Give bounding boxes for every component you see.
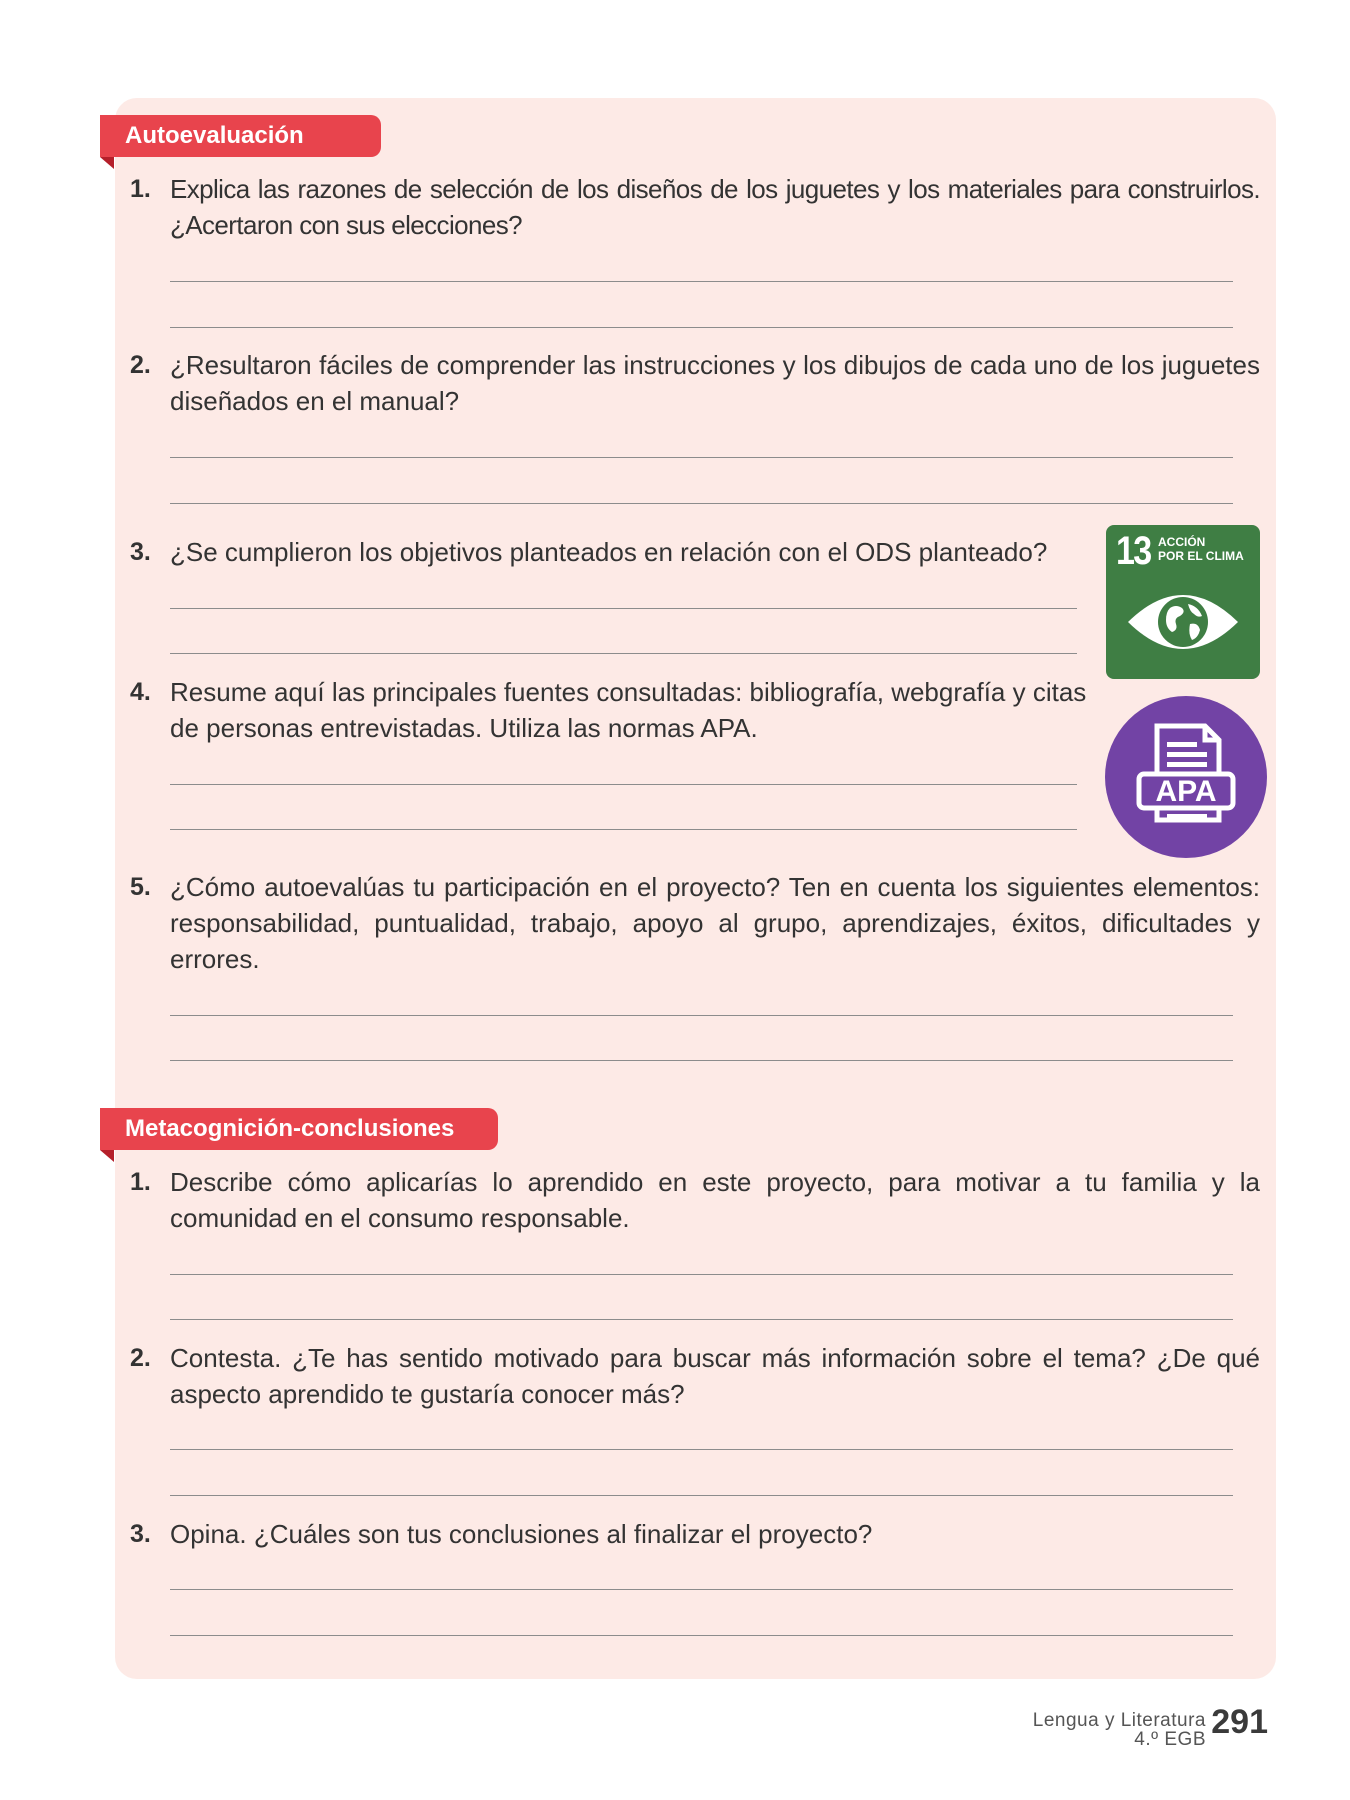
apa-badge xyxy=(1105,696,1267,858)
question-item xyxy=(130,1340,1260,1420)
question-number: 4. xyxy=(130,678,151,706)
question-number: 2. xyxy=(130,351,151,379)
answer-line[interactable] xyxy=(170,1589,1233,1590)
answer-line[interactable] xyxy=(170,281,1233,282)
question-text: Resume aquí las principales fuentes consultadas: bibliografía, webgrafía y citas de personas entrevistadas. Utiliza las normas APA. xyxy=(170,677,1087,743)
question-text: Explica las razones de selección de los diseños de los juguetes y los materiales para construirlos. ¿Acertaron con sus elecciones? xyxy=(170,174,1260,240)
answer-line[interactable] xyxy=(170,1060,1233,1061)
answer-line[interactable] xyxy=(170,1319,1233,1320)
footer-subject: Lengua y Literatura xyxy=(1032,1710,1206,1731)
question-item xyxy=(130,674,1260,754)
answer-line[interactable] xyxy=(170,608,1077,609)
apa-label: APA xyxy=(1155,775,1217,808)
question-text: Describe cómo aplicarías lo aprendido en este proyecto, para motivar a tu familia y la comunidad en el consumo responsable. xyxy=(170,1167,1260,1233)
question-number: 1. xyxy=(130,1168,151,1196)
question-number: 3. xyxy=(130,538,151,566)
question-item xyxy=(130,869,1260,979)
question-text: ¿Resultaron fáciles de comprender las instrucciones y los dibujos de cada uno de los juguetes diseñados en el manual? xyxy=(170,350,1260,416)
answer-line[interactable] xyxy=(170,457,1233,458)
page-number: 291 xyxy=(1211,1703,1268,1741)
question-item xyxy=(130,1164,1260,1244)
answer-line[interactable] xyxy=(170,503,1233,504)
answer-line[interactable] xyxy=(170,327,1233,328)
sdg-number: 13 xyxy=(1116,529,1151,573)
question-item xyxy=(130,1516,1260,1556)
answer-line[interactable] xyxy=(170,829,1077,830)
answer-line[interactable] xyxy=(170,1449,1233,1450)
question-text: ¿Se cumplieron los objetivos planteados en relación con el ODS planteado? xyxy=(170,537,1048,567)
answer-line[interactable] xyxy=(170,1495,1233,1496)
answer-line[interactable] xyxy=(170,653,1077,654)
eye-globe-icon xyxy=(1126,590,1240,654)
question-number: 3. xyxy=(130,1520,151,1548)
question-item xyxy=(130,347,1260,427)
question-number: 1. xyxy=(130,175,151,203)
question-number: 2. xyxy=(130,1344,151,1372)
sdg-title-line1: ACCIÓN xyxy=(1158,535,1206,549)
answer-line[interactable] xyxy=(170,1015,1233,1016)
footer-book-info xyxy=(1033,1711,1206,1749)
sdg-13-badge xyxy=(1106,525,1260,679)
sdg-title-line2: POR EL CLIMA xyxy=(1158,549,1244,563)
question-text: Opina. ¿Cuáles son tus conclusiones al finalizar el proyecto? xyxy=(170,1519,873,1549)
footer-grade: 4.º EGB xyxy=(1134,1729,1206,1750)
answer-line[interactable] xyxy=(170,1635,1233,1636)
question-text: ¿Cómo autoevalúas tu participación en el proyecto? Ten en cuenta los siguientes elementos: responsabilidad, puntualidad, trabajo, apoyo al grupo, aprendizajes, éxitos, dificultades y errores. xyxy=(170,872,1260,974)
question-text: Contesta. ¿Te has sentido motivado para buscar más información sobre el tema? ¿De qué aspecto aprendido te gustaría conocer más? xyxy=(170,1343,1260,1409)
question-item xyxy=(130,171,1260,251)
question-number: 5. xyxy=(130,873,151,901)
answer-line[interactable] xyxy=(170,784,1077,785)
section-tab-metacognicion: Metacognición-conclusiones xyxy=(100,1108,498,1150)
question-item xyxy=(130,534,1260,574)
section-tab-autoevaluacion: Autoevaluación xyxy=(100,115,381,157)
answer-line[interactable] xyxy=(170,1274,1233,1275)
